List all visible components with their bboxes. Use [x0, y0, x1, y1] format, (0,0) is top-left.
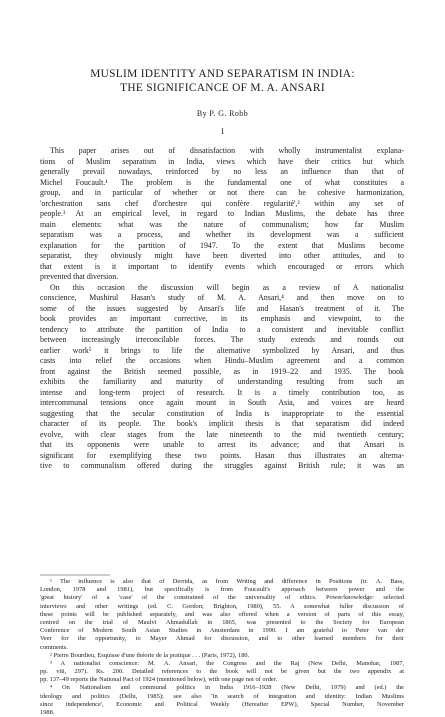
section-number: I: [221, 127, 224, 136]
body-line: main elements: what was the nature of communalism; how far Muslim: [40, 219, 404, 229]
body-line: conscience, Mushirul Hasan's study of M. A. Ansari,⁴ and then move on to: [40, 293, 404, 302]
footnote-line: centred on the trial of Maulvi Ahmadullah in 1865, was presented to the Society for European: [40, 618, 404, 626]
footnote-line: pp. viii, 297). Rs. 200. Detailed references to the book will not be given but the two appendix at: [40, 668, 404, 676]
article-title-line-2: THE SIGNIFICANCE OF M. A. ANSARI: [120, 82, 325, 94]
footnote-line: ³ A nationalist conscience: M. A. Ansari, the Congress and the Raj (New Delhi, Manohar, 1987,: [50, 659, 404, 667]
body-line: tions of Muslim separatism in India, views which have their critics but which: [40, 156, 404, 166]
author-byline: By P. G. Robb: [196, 109, 249, 118]
footnote-line: 1988.: [40, 709, 55, 716]
body-line: This paper arises out of dissatisfaction with wholly instrumentalist explana-: [50, 146, 404, 155]
body-line: that its opponents were unable to arrest its advance; and that Ansari is: [40, 440, 404, 449]
body-line: prevented that diversion.: [40, 272, 119, 281]
body-line: that extent is it important to identify events which encouraged or errors which: [40, 261, 404, 271]
footnote-line: ideology and politics (Delhi, 1985); see also 'In search of integration and identity: Indian Muslims: [40, 692, 404, 700]
article-title-line-1: MUSLIM IDENTITY AND SEPARATISM IN INDIA:: [90, 68, 355, 80]
footnote-line: these points will be published separately, and was also offered when a version of parts of this essay,: [40, 610, 404, 618]
footnote-line: comments.: [40, 643, 68, 651]
footnote-line: interviews and other writings (ed. C. Gordon; Brighton, 1980), 55. A somewhat fuller discussion of: [40, 602, 404, 610]
body-line: between increasingly irreconcilable forces. The study extends and rounds out: [40, 335, 404, 344]
body-line: casts into relief the occasions when Hindu–Muslim agreement and a common: [40, 356, 404, 365]
body-line: tive to communalism offered during the struggles against British rule; it was an: [40, 461, 404, 470]
footnote-line: ¹ The influence is also that of Derrida, as from Writing and difference in Positions (tr. A. Bass,: [50, 578, 404, 585]
body-line: exhibits the familiarity and maturity of understanding resulting from such an: [40, 377, 404, 386]
footnote-line: Veer for the opportunity, to Mayer Ahmad for discussion, and to other learned members for their: [40, 635, 404, 643]
body-line: some of the issues suggested by Ansari's life and Hasan's treatment of it. The: [40, 303, 404, 313]
body-line: character of its people. The book's implicit thesis is that separatism did indeed: [40, 419, 404, 428]
body-line: intense and long-term project of research. It is a timely contribution too, as: [40, 387, 404, 397]
body-line: book provides an important corrective, in its emphasis and viewpoint, to the: [40, 314, 404, 323]
body-line: people.³ At an empirical level, in regard to Indian Muslims, the debate has three: [40, 209, 404, 218]
body-line: tendency to attribute the partition of India to a consistent and inevitable conflict: [40, 324, 404, 334]
footnote-line: ² Pierre Bourdieu, Esquisse d'une théorie de la pratique . . . (Paris, 1972), 180.: [50, 651, 250, 659]
footnote-line: 'great history' of a 'case' of the constrained of the universality of ethics. Power/knowledge: selected: [40, 594, 404, 602]
body-line: explanation for the partition of 1947. To the extent that Muslims become: [40, 240, 404, 250]
footnote-line: ⁴ On Nationalism and communal politics in India 1916–1928 (New Delhi, 1979) and (ed.) the: [50, 684, 404, 692]
body-line: significant for exemplifying these two points. Hasan thus illustrates an alterna-: [40, 450, 404, 460]
body-line: Michel Foucault.¹ The problem is the fundamental one of what constitutes a: [40, 177, 404, 187]
body-line: evolve, with clear stages from the late nineteenth to the mid twentieth century;: [40, 429, 404, 439]
body-line: earlier work⁵ it brings to life the alternative symbolized by Ansari, and thus: [40, 345, 404, 355]
body-line: On this occasion the discussion will begin as a review of A nationalist: [50, 282, 404, 292]
body-text: [40, 146, 404, 472]
body-line: separatist, they obviously might have been diverted into other attitudes, and to: [40, 251, 404, 260]
footnote-rule: [40, 574, 404, 576]
body-line: intercommunal tensions once again mount in South Asia, and voices are heard: [40, 398, 404, 407]
body-line: 'orchestration sans chef d'orchestre qui confère regularité',² within any set of: [40, 198, 404, 208]
body-line: front against the British seemed possible, as in 1919–22 and 1935. The book: [40, 366, 404, 376]
body-line: separatism was a process, and whether its development was a sufficient: [40, 230, 404, 239]
body-line: group, and in particular of whether or not there can be cohesive harmonization,: [40, 188, 404, 197]
footnote-line: Conference of Modern South Asian Studies in Amsterdam in 1990. I am grateful to Peter van der: [40, 627, 404, 635]
footnote-line: since independence', Economic and Political Weekly (Hereafter EPW), Special Number, November: [40, 700, 404, 708]
body-line: suggesting that the secular constitution of India is inappropriate to the essential: [40, 408, 404, 418]
footnote-line: pp. 137–49 reports the National Pact of 1924 (mentioned below), with one page not of order.: [40, 676, 278, 684]
footnote-line: London, 1978 and 1981), but specifically is from Foucault's approach between power and the: [40, 586, 404, 594]
footnotes: [40, 578, 404, 717]
body-line: generally prevail nowadays, reinforced by no less an influence than that of: [40, 167, 404, 176]
